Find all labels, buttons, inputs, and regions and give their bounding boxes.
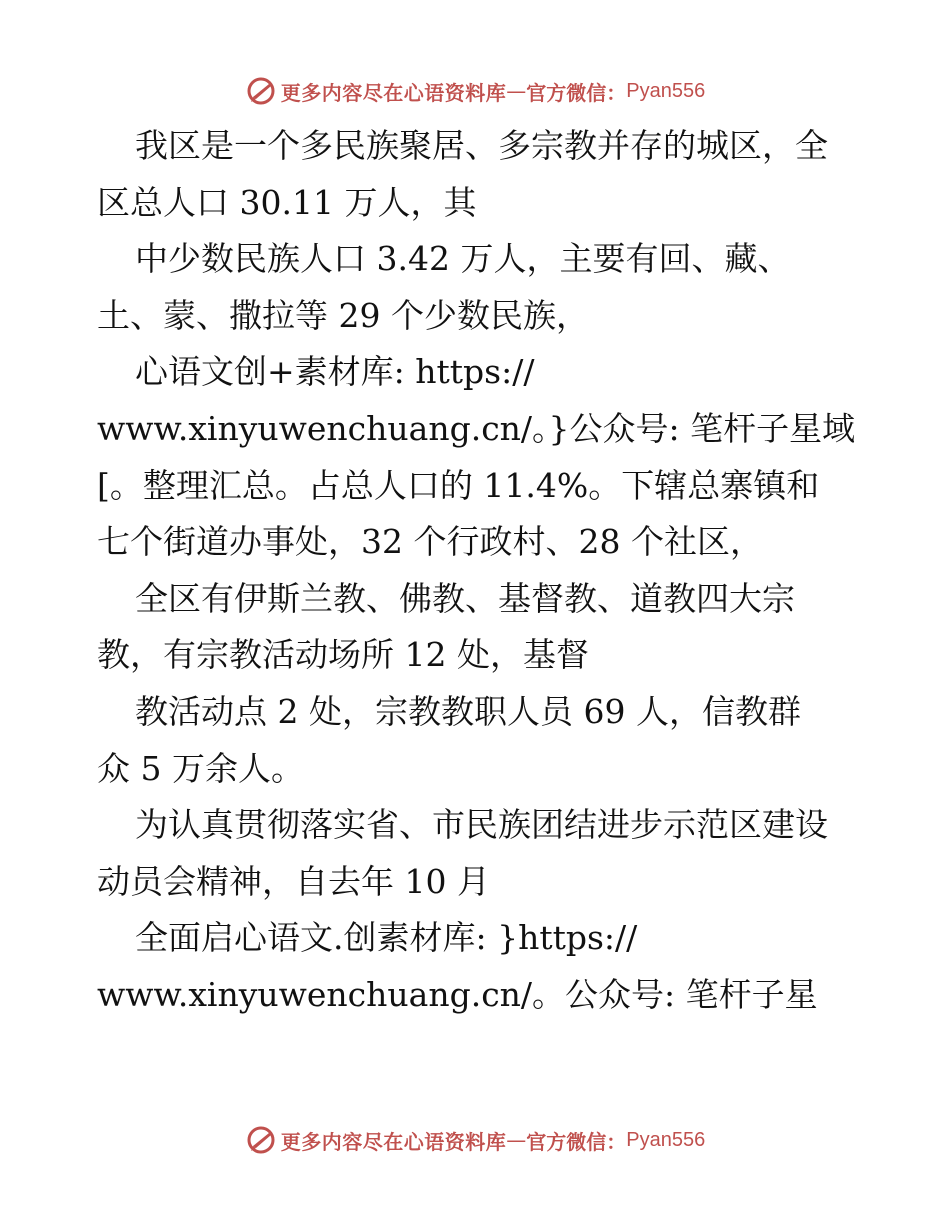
text-line: [。整理汇总。占总人口的 11.4%。下辖总寨镇和 [97, 465, 820, 505]
text-line: 全区有伊斯兰教、佛教、基督教、道教四大宗 [135, 578, 795, 618]
text-line: 教活动点 2 处，宗教教职人员 69 人，信教群 [135, 691, 801, 731]
banner-wechat-id: Pyan556 [626, 79, 706, 102]
banner-dash: — [506, 79, 527, 103]
banner-dash: — [506, 1128, 527, 1152]
text-line: 为认真贯彻落实省、市民族团结进步示范区建设 [135, 805, 828, 845]
banner-wechat-label: 官方微信： [526, 1129, 627, 1154]
banner-title: 更多内容尽在心语资料库 [280, 1129, 507, 1154]
text-line: 教，有宗教活动场所 12 处，基督 [97, 635, 589, 675]
text-line: www.xinyuwenchuang.cn/。公众号: 笔杆子星 [97, 974, 818, 1014]
text-line: 心语文创+素材库: https:// [135, 352, 535, 392]
text-line: 土、蒙、撒拉等 29 个少数民族， [97, 295, 589, 335]
banner-wechat-id: Pyan556 [626, 1128, 706, 1151]
header-banner [0, 71, 950, 111]
text-line: 我区是一个多民族聚居、多宗教并存的城区，全 [135, 126, 828, 165]
text-line: www.xinyuwenchuang.cn/。}公众号: 笔杆子星域 [97, 408, 856, 448]
banner-title: 更多内容尽在心语资料库 [280, 80, 507, 105]
text-line: 中少数民族人口 3.42 万人，主要有回、藏、 [135, 239, 791, 279]
text-line: 众 5 万余人。 [97, 748, 304, 788]
banner-wechat-label: 官方微信： [526, 80, 627, 105]
footer-banner [0, 1120, 950, 1160]
pen-logo-icon [245, 75, 277, 107]
text-line: 动员会精神，自去年 10 月 [97, 861, 490, 901]
text-line: 七个街道办事处，32 个行政村、28 个社区， [97, 522, 763, 562]
pen-logo-icon [245, 1124, 277, 1156]
text-line: 全面启心语文.创素材库: }https:// [135, 918, 638, 958]
body-text [97, 118, 877, 1024]
text-line: 区总人口 30.11 万人，其 [97, 182, 477, 222]
